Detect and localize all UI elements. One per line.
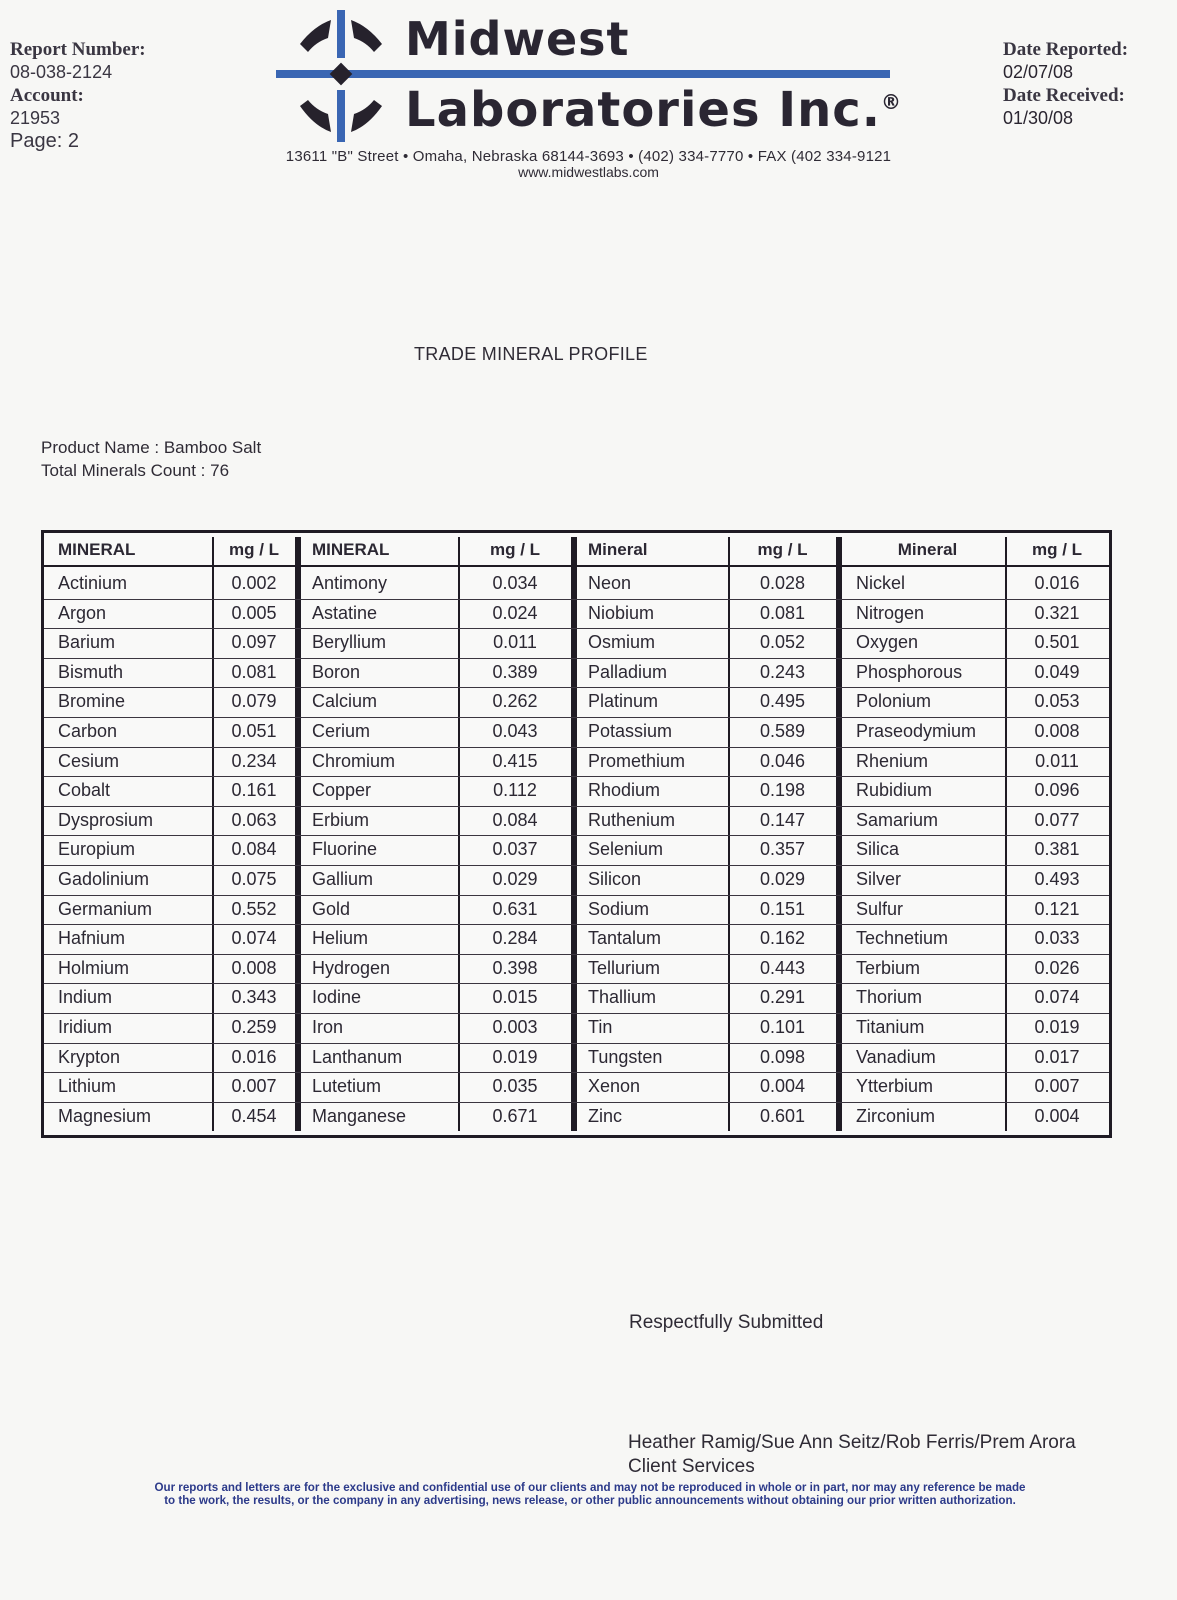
- company-name-line2: [405, 82, 902, 138]
- disclaimer: [30, 1481, 1150, 1507]
- mineral-name-cell: Indium: [58, 987, 113, 1008]
- mineral-value-cell: 0.011: [493, 632, 537, 653]
- mineral-name-cell: Holmium: [58, 957, 130, 978]
- mineral-table: [41, 530, 1112, 1138]
- column-header-mineral: MINERAL: [58, 540, 136, 559]
- row-divider: [44, 835, 1109, 836]
- mineral-name-cell: Nitrogen: [856, 602, 925, 623]
- mineral-value-cell: 0.097: [231, 632, 277, 653]
- mineral-value-cell: 0.631: [492, 898, 538, 919]
- mineral-value-cell: 0.035: [492, 1076, 538, 1097]
- mineral-value-cell: 0.198: [759, 780, 806, 801]
- company-name-line1: Midwest: [405, 12, 630, 66]
- mineral-value-cell: 0.043: [492, 721, 538, 741]
- mineral-value-cell: 0.016: [231, 1046, 277, 1067]
- mineral-name-cell: Tellurium: [588, 957, 661, 978]
- mineral-value-cell: 0.389: [492, 661, 538, 682]
- mineral-name-cell: Cesium: [58, 750, 120, 771]
- mineral-name-cell: Copper: [312, 780, 372, 801]
- row-divider: [44, 806, 1109, 807]
- mineral-value-cell: 0.084: [231, 839, 277, 860]
- mineral-value-cell: 0.495: [759, 691, 806, 712]
- mineral-name-cell: Oxygen: [856, 632, 919, 653]
- date-reported: 02/07/08: [1003, 62, 1074, 82]
- column-header-unit: mg / L: [228, 540, 280, 559]
- mineral-value-cell: 0.081: [759, 602, 806, 623]
- mineral-name-cell: Thallium: [588, 987, 657, 1008]
- mineral-name-cell: Lanthanum: [312, 1046, 403, 1067]
- mineral-value-cell: 0.398: [492, 957, 538, 978]
- mineral-name-cell: Xenon: [588, 1076, 641, 1097]
- row-divider: [44, 776, 1109, 777]
- mineral-name-cell: Platinum: [588, 691, 659, 712]
- mineral-value-cell: 0.075: [231, 869, 277, 889]
- mineral-value-cell: 0.024: [492, 602, 538, 623]
- row-divider: [44, 1102, 1109, 1103]
- mineral-name-cell: Sodium: [588, 898, 650, 919]
- mineral-name-cell: Promethium: [588, 750, 686, 771]
- column-header-unit: mg / L: [489, 540, 541, 559]
- mineral-name-cell: Bromine: [58, 691, 126, 712]
- mineral-value-cell: 0.046: [759, 750, 806, 771]
- mineral-name-cell: Iridium: [58, 1017, 113, 1037]
- mineral-name-cell: Silicon: [588, 869, 642, 889]
- mineral-value-cell: 0.029: [759, 869, 806, 889]
- mineral-name-cell: Osmium: [588, 632, 655, 653]
- company-address: 13611 "B" Street • Omaha, Nebraska 68144-3693 • (402) 334-7770 • FAX (402 334-9121: [285, 148, 892, 165]
- mineral-value-cell: 0.101: [759, 1017, 806, 1037]
- mineral-value-cell: 0.003: [492, 1017, 538, 1037]
- mineral-value-cell: 0.381: [1034, 839, 1080, 860]
- date-received-label: Date Received:: [1003, 85, 1125, 106]
- account-number: 21953: [10, 108, 61, 128]
- mineral-name-cell: Rhenium: [856, 750, 929, 771]
- row-divider: [44, 658, 1109, 659]
- mineral-name-cell: Erbium: [312, 809, 370, 830]
- mineral-name-cell: Calcium: [312, 691, 378, 712]
- mineral-name-cell: Cerium: [312, 721, 371, 741]
- column-header-unit: mg / L: [757, 540, 808, 559]
- mineral-name-cell: Samarium: [856, 809, 939, 830]
- mineral-value-cell: 0.011: [1035, 750, 1079, 771]
- mineral-value-cell: 0.034: [492, 573, 538, 593]
- mineral-value-cell: 0.017: [1034, 1046, 1080, 1067]
- mineral-name-cell: Lutetium: [312, 1076, 382, 1097]
- mineral-value-cell: 0.004: [1034, 1105, 1080, 1126]
- mineral-name-cell: Magnesium: [58, 1105, 152, 1126]
- row-divider: [44, 983, 1109, 984]
- row-divider: [44, 895, 1109, 896]
- mineral-value-cell: 0.589: [759, 721, 806, 741]
- row-divider: [44, 1043, 1109, 1044]
- mineral-value-cell: 0.147: [759, 809, 806, 830]
- mineral-name-cell: Iodine: [312, 987, 362, 1008]
- column-header-mineral: MINERAL: [312, 540, 390, 559]
- mineral-name-cell: Hafnium: [58, 928, 126, 949]
- report-number-label: Report Number:: [10, 39, 146, 60]
- mineral-name-cell: Silica: [856, 839, 900, 860]
- mineral-name-cell: Germanium: [58, 898, 153, 919]
- mineral-value-cell: 0.063: [231, 809, 277, 830]
- mineral-value-cell: 0.016: [1034, 573, 1080, 593]
- mineral-name-cell: Gadolinium: [58, 869, 150, 889]
- company-name-text: Laboratories Inc.: [405, 82, 881, 138]
- mineral-name-cell: Manganese: [312, 1105, 407, 1126]
- mineral-name-cell: Neon: [588, 573, 632, 593]
- mineral-value-cell: 0.051: [231, 721, 277, 741]
- column-header-mineral: Mineral: [897, 540, 958, 559]
- mineral-name-cell: Beryllium: [312, 632, 387, 653]
- mineral-value-cell: 0.161: [231, 780, 277, 801]
- account-label: Account:: [10, 85, 84, 106]
- column-header-unit: mg / L: [1031, 540, 1083, 559]
- department: Client Services: [628, 1456, 755, 1477]
- mineral-name-cell: Polonium: [856, 691, 932, 712]
- product-name: Product Name : Bamboo Salt: [41, 438, 262, 457]
- mineral-name-cell: Niobium: [588, 602, 655, 623]
- mineral-value-cell: 0.284: [492, 928, 538, 949]
- mineral-value-cell: 0.053: [1034, 691, 1080, 712]
- mineral-name-cell: Lithium: [58, 1076, 117, 1097]
- mineral-value-cell: 0.002: [231, 573, 277, 593]
- mineral-name-cell: Europium: [58, 839, 136, 860]
- mineral-value-cell: 0.037: [492, 839, 538, 860]
- mineral-value-cell: 0.019: [492, 1046, 538, 1067]
- mineral-value-cell: 0.005: [231, 602, 277, 623]
- mineral-value-cell: 0.081: [231, 661, 277, 682]
- mineral-value-cell: 0.671: [492, 1105, 538, 1126]
- row-divider: [44, 924, 1109, 925]
- mineral-name-cell: Nickel: [856, 573, 906, 593]
- report-info: [10, 38, 146, 153]
- row-divider: [44, 1072, 1109, 1073]
- row-divider: [44, 628, 1109, 629]
- mineral-value-cell: 0.079: [231, 691, 277, 712]
- mineral-name-cell: Cobalt: [58, 780, 111, 801]
- mineral-name-cell: Titanium: [856, 1017, 925, 1037]
- mineral-value-cell: 0.008: [231, 957, 277, 978]
- mineral-value-cell: 0.049: [1034, 661, 1080, 682]
- mineral-name-cell: Hydrogen: [312, 957, 391, 978]
- mineral-name-cell: Selenium: [588, 839, 664, 860]
- mineral-value-cell: 0.321: [1034, 602, 1080, 623]
- column-header-mineral: Mineral: [588, 540, 648, 559]
- row-divider: [44, 687, 1109, 688]
- mineral-value-cell: 0.259: [231, 1017, 277, 1037]
- mineral-value-cell: 0.162: [759, 928, 806, 949]
- mineral-name-cell: Tin: [588, 1017, 613, 1037]
- mineral-name-cell: Iron: [312, 1017, 344, 1037]
- mineral-value-cell: 0.415: [492, 750, 538, 771]
- mineral-name-cell: Sulfur: [856, 898, 904, 919]
- row-divider: [44, 747, 1109, 748]
- mineral-value-cell: 0.357: [759, 839, 806, 860]
- mineral-value-cell: 0.033: [1034, 928, 1080, 949]
- mineral-value-cell: 0.234: [231, 750, 277, 771]
- mineral-name-cell: Zinc: [588, 1105, 623, 1126]
- header-divider: [44, 565, 1109, 567]
- row-divider: [44, 717, 1109, 718]
- mineral-name-cell: Carbon: [58, 721, 118, 741]
- mineral-value-cell: 0.096: [1034, 780, 1080, 801]
- mineral-value-cell: 0.262: [492, 691, 538, 712]
- mineral-name-cell: Gold: [312, 898, 351, 919]
- disclaimer-line-1: Our reports and letters are for the exclusive and confidential use of our clients and may not be reproduced in whole or in part, nor may any reference be made: [154, 1481, 1026, 1494]
- mineral-value-cell: 0.015: [492, 987, 538, 1008]
- mineral-name-cell: Helium: [312, 928, 369, 949]
- mineral-value-cell: 0.098: [759, 1046, 806, 1067]
- mineral-value-cell: 0.112: [493, 780, 537, 801]
- mineral-value-cell: 0.026: [1034, 957, 1080, 978]
- mineral-value-cell: 0.029: [492, 869, 538, 889]
- logo-bar: [406, 70, 890, 78]
- mineral-name-cell: Phosphorous: [856, 661, 963, 682]
- mineral-name-cell: Fluorine: [312, 839, 378, 860]
- mineral-value-cell: 0.343: [231, 987, 277, 1008]
- mineral-value-cell: 0.007: [1034, 1076, 1080, 1097]
- mineral-name-cell: Ytterbium: [856, 1076, 934, 1097]
- mineral-value-cell: 0.243: [759, 661, 806, 682]
- mineral-value-cell: 0.019: [1034, 1017, 1080, 1037]
- mineral-name-cell: Ruthenium: [588, 809, 676, 830]
- mineral-name-cell: Bismuth: [58, 661, 124, 682]
- mineral-name-cell: Astatine: [312, 602, 378, 623]
- mineral-name-cell: Praseodymium: [856, 721, 977, 741]
- mineral-name-cell: Zirconium: [856, 1105, 936, 1126]
- mineral-value-cell: 0.601: [759, 1105, 806, 1126]
- mineral-value-cell: 0.454: [231, 1105, 277, 1126]
- mineral-value-cell: 0.074: [231, 928, 277, 949]
- date-reported-label: Date Reported:: [1003, 39, 1129, 60]
- row-divider: [44, 954, 1109, 955]
- mineral-value-cell: 0.008: [1034, 721, 1080, 741]
- mineral-value-cell: 0.007: [231, 1076, 277, 1097]
- mineral-name-cell: Actinium: [58, 573, 128, 593]
- mineral-name-cell: Tungsten: [588, 1046, 663, 1067]
- total-minerals-count: Total Minerals Count : 76: [41, 461, 230, 480]
- company-website: www.midwestlabs.com: [518, 164, 659, 180]
- mineral-value-cell: 0.552: [231, 898, 277, 919]
- mineral-name-cell: Palladium: [588, 661, 668, 682]
- mineral-value-cell: 0.077: [1034, 809, 1080, 830]
- product-info: [41, 436, 261, 482]
- disclaimer-line-2: to the work, the results, or the company in any advertising, news release, or other public announcements without obtaining our prior written authorization.: [164, 1494, 1016, 1507]
- mineral-name-cell: Gallium: [312, 869, 374, 889]
- mineral-name-cell: Barium: [58, 632, 116, 653]
- mineral-name-cell: Rubidium: [856, 780, 933, 801]
- mineral-name-cell: Silver: [856, 869, 902, 889]
- mineral-name-cell: Terbium: [856, 957, 921, 978]
- date-received: 01/30/08: [1003, 108, 1074, 128]
- mineral-name-cell: Rhodium: [588, 780, 661, 801]
- mineral-value-cell: 0.501: [1034, 632, 1080, 653]
- mineral-name-cell: Boron: [312, 661, 361, 682]
- mineral-value-cell: 0.004: [759, 1076, 806, 1097]
- mineral-name-cell: Chromium: [312, 750, 396, 771]
- mineral-value-cell: 0.084: [492, 809, 538, 830]
- signer-names: Heather Ramig/Sue Ann Seitz/Rob Ferris/Prem Arora: [628, 1432, 1076, 1453]
- mineral-value-cell: 0.493: [1034, 869, 1080, 889]
- mineral-value-cell: 0.052: [759, 632, 806, 653]
- mineral-name-cell: Vanadium: [856, 1046, 936, 1067]
- signers-block: [628, 1431, 1076, 1479]
- mineral-name-cell: Krypton: [58, 1046, 121, 1067]
- mineral-value-cell: 0.443: [759, 957, 806, 978]
- submitted-text: Respectfully Submitted: [629, 1312, 824, 1333]
- mineral-name-cell: Antimony: [312, 573, 388, 593]
- mineral-value-cell: 0.121: [1034, 898, 1080, 919]
- page-number: Page: 2: [10, 130, 79, 152]
- mineral-value-cell: 0.291: [759, 987, 806, 1008]
- mineral-value-cell: 0.074: [1034, 987, 1080, 1008]
- mineral-name-cell: Argon: [58, 602, 107, 623]
- row-divider: [44, 865, 1109, 866]
- document-title: TRADE MINERAL PROFILE: [414, 344, 648, 364]
- mineral-name-cell: Tantalum: [588, 928, 662, 949]
- mineral-value-cell: 0.028: [759, 573, 806, 593]
- mineral-name-cell: Thorium: [856, 987, 923, 1008]
- report-number: 08-038-2124: [10, 62, 113, 82]
- mineral-name-cell: Technetium: [856, 928, 949, 949]
- row-divider: [44, 599, 1109, 600]
- mineral-name-cell: Dysprosium: [58, 809, 154, 830]
- mineral-value-cell: 0.151: [759, 898, 806, 919]
- crosshair-logo-icon: [276, 10, 406, 142]
- row-divider: [44, 1013, 1109, 1014]
- registered-mark: ®: [880, 90, 902, 114]
- report-dates: [1003, 38, 1128, 130]
- mineral-name-cell: Potassium: [588, 721, 673, 741]
